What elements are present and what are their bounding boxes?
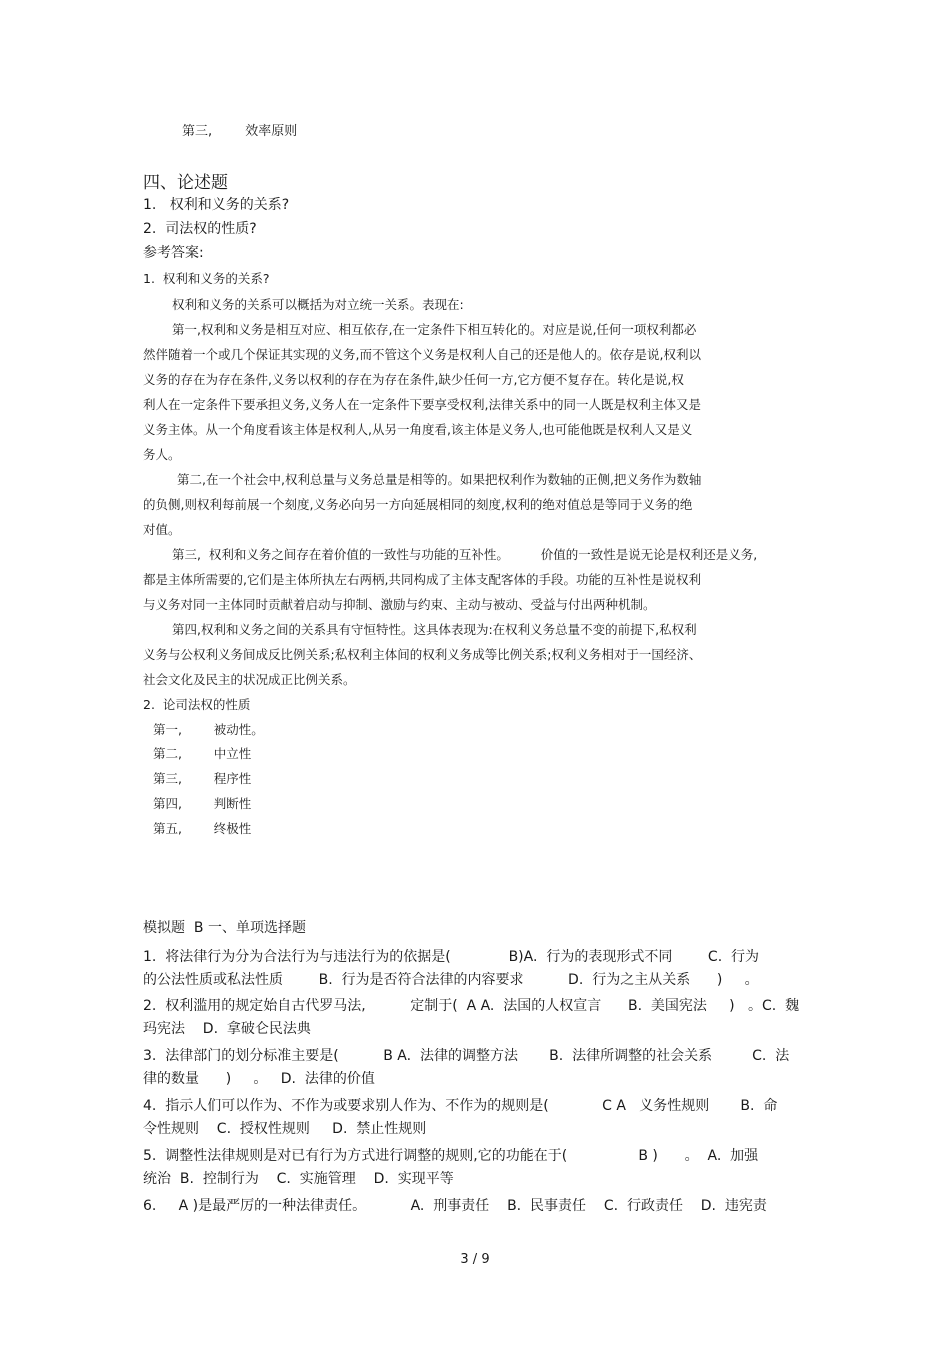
question-line: 5. 调整性法律规则是对已有行为方式进行调整的规则,它的功能在于( B ) 。 A. 加强	[143, 1148, 759, 1164]
question-line: 律的数量 ) 。 D. 法律的价值	[143, 1071, 375, 1087]
question-line: 3. 法律部门的划分标准主要是( B A. 法律的调整方法 B. 法律所调整的社会关系 C. 法	[143, 1048, 790, 1064]
list-item: 第一, 被动性。	[153, 722, 264, 737]
list-item: 第三, 程序性	[153, 771, 252, 786]
list-item: 第二, 中立性	[153, 746, 252, 761]
question-line: 令性规则 C. 授权性规则 D. 禁止性规则	[143, 1121, 427, 1137]
answer-line: 义务与公权利义务间成反比例关系;私权利主体间的权利义务成等比例关系;权利义务相对于一国经济、	[143, 647, 702, 662]
mock-exam-title: 模拟题 B 一、单项选择题	[143, 920, 306, 936]
essay-question-1: 1. 权利和义务的关系?	[143, 197, 290, 213]
answer-line: 然伴随着一个或几个保证其实现的义务,而不管这个义务是权利人自己的还是他人的。依存是说,权利以	[143, 347, 701, 362]
question-line: 2. 权利滥用的规定始自古代罗马法, 定制于( A A. 法国的人权宣言 B. 美国宪法 ) 。C. 魏	[143, 998, 800, 1014]
answer-line: 义务主体。从一个角度看该主体是权利人,从另一角度看,该主体是义务人,也可能他既是权利人又是义	[143, 422, 693, 437]
answer-line: 都是主体所需要的,它们是主体所执左右两柄,共同构成了主体支配客体的手段。功能的互补性是说权利	[143, 572, 701, 587]
list-item: 第五, 终极性	[153, 821, 252, 836]
answer-line: 第三, 权利和义务之间存在着价值的一致性与功能的互补性。 价值的一致性是说无论是权利还是义务,	[172, 547, 758, 562]
answer-line: 第二,在一个社会中,权利总量与义务总量是相等的。如果把权利作为数轴的正侧,把义务作为数轴	[177, 472, 702, 487]
reference-answer-label: 参考答案:	[143, 245, 204, 261]
answer-line: 义务的存在为存在条件,义务以权利的存在为存在条件,缺少任何一方,它方便不复存在。转化是说,权	[143, 372, 684, 387]
answer-1-title: 1. 权利和义务的关系?	[143, 271, 270, 286]
answer-line: 利人在一定条件下要承担义务,义务人在一定条件下要享受权利,法律关系中的同一人既是权利主体又是	[143, 397, 701, 412]
question-line: 4. 指示人们可以作为、不作为或要求别人作为、不作为的规则是( C A 义务性规则 B. 命	[143, 1098, 778, 1114]
answer-line: 社会文化及民主的状况成正比例关系。	[143, 672, 356, 687]
question-line: 统治 B. 控制行为 C. 实施管理 D. 实现平等	[143, 1171, 454, 1187]
question-line: 玛宪法 D. 拿破仑民法典	[143, 1021, 311, 1037]
answer-line: 第四,权利和义务之间的关系具有守恒特性。这具体表现为:在权利义务总量不变的前提下,私权利	[172, 622, 697, 637]
answer-line: 权利和义务的关系可以概括为对立统一关系。表现在:	[172, 297, 464, 312]
answer-line: 务人。	[143, 447, 181, 462]
question-line: 的公法性质或私法性质 B. 行为是否符合法律的内容要求 D. 行为之主从关系 ) 。	[143, 972, 759, 988]
answer-line: 第一,权利和义务是相互对应、相互依存,在一定条件下相互转化的。对应是说,任何一项权利都必	[172, 322, 697, 337]
answer-line: 与义务对同一主体同时贡献着启动与抑制、激励与约束、主动与被动、受益与付出两种机制。	[143, 597, 656, 612]
page-number: 3 / 9	[460, 1252, 490, 1267]
question-line: 6. A )是最严厉的一种法律责任。 A. 刑事责任 B. 民事责任 C. 行政责任 D. 违宪责	[143, 1198, 767, 1214]
answer-line: 对值。	[143, 522, 181, 537]
essay-heading: 四、论述题	[143, 173, 228, 193]
question-line: 1. 将法律行为分为合法行为与违法行为的依据是( B)A. 行为的表现形式不同 C. 行为	[143, 949, 760, 965]
answer-2-title: 2. 论司法权的性质	[143, 697, 251, 712]
list-item: 第四, 判断性	[153, 796, 252, 811]
intro-line: 第三, 效率原则	[182, 124, 298, 139]
answer-line: 的负侧,则权利每前展一个刻度,义务必向另一方向延展相同的刻度,权利的绝对值总是等同于义务的绝	[143, 497, 693, 512]
essay-question-2: 2. 司法权的性质?	[143, 221, 257, 237]
